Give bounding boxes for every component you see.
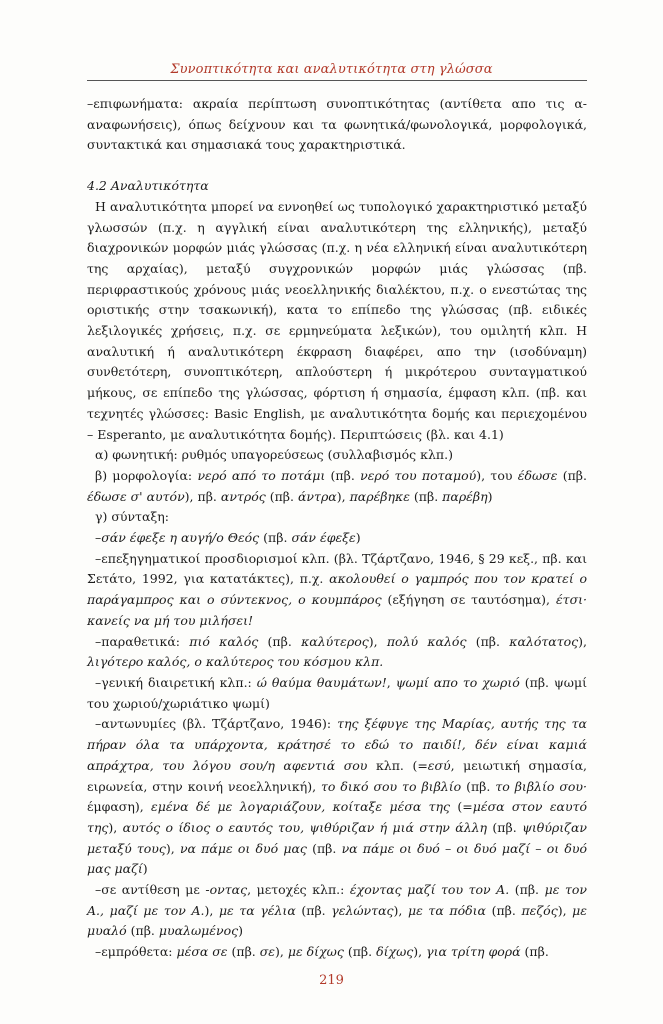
paragraph-analyticity: Η αναλυτικότητα μπορεί να εννοηθεί ως τυπολογικό χαρακτηριστικό μεταξύ γλωσσών (π.χ. η αγγλική είναι αναλυτικότερη της ελληνικής), μεταξύ διαχρονικών μορφών μιάς γλώσσας (π.χ. η νέα ελληνική είναι αναλυτικότερη της αρχαίας), μεταξύ συγχρονικών μορφών μιάς γλώσσας (πβ. περιφραστικούς χρόνους μιάς νεοελληνικής διαλέκτου, π.χ. ο ενεστώτας της οριστικής στην τσακωνική), κατα το επίπεδο της γλώσσας (πβ. ειδικές λεξιλογικές χρήσεις, π.χ. σε ερμηνεύματα λεξικών), του ομιλητή κλπ. Η αναλυτική ή αναλυτικότερη έκφραση διαφέρει, απο την (ισοδύναμη) συνθετότερη, συνοπτικότερη, απλούστερη ή μικρότερου συνταγματικού μήκους, σε επίπεδο της γλώσσας, φόρτιση ή σημασία, έμφαση κλπ. (πβ. και τεχνητές γλώσσες: Basic English, με αναλυτικότητα δομής και περιεχομένου – Esperanto, με αναλυτικότητα δομής). Περιπτώσεις (βλ. και 4.1) xyxy=(87,198,587,442)
example-text: πιό καλός xyxy=(189,633,259,649)
syntax-subitem-temporal xyxy=(87,528,587,549)
page-number: 219 xyxy=(319,973,344,988)
syntax-subitem-comparatives xyxy=(87,632,587,673)
example-text: να πάμε οι δυό μας xyxy=(179,840,307,856)
example-text: ακολουθεί ο γαμπρός που τον κρατεί ο παράγαμπρος και ο σύντεκνος, ο κουμπάρος xyxy=(87,571,587,608)
text-span: (πβ. ψωμί του χωριού/χωριάτικο ψωμί) xyxy=(87,674,587,711)
example-text: λιγότερο καλός, ο καλύτερος του κόσμου κλπ. xyxy=(87,654,384,670)
paragraph-interjections: –επιφωνήματα: ακραία περίπτωση συνοπτικότητας (αντίθετα απο τις α-αναφωνήσεις), όπως δείχνουν και τα φωνητικά/φωνολογικά, μορφολογικά, συντακτικά και σημασιακά τους χαρακτηριστικά. xyxy=(87,96,587,153)
text-span: (πβ. xyxy=(259,530,292,546)
syntax-subitem-partitive xyxy=(87,673,587,714)
text-span: ), xyxy=(275,944,288,960)
text-span: (πβ. xyxy=(520,944,549,960)
example-text: με δίχως xyxy=(287,944,344,960)
text-span: (πβ. xyxy=(227,944,260,960)
text-span: (πβ. xyxy=(461,778,496,794)
header-rule xyxy=(87,80,587,81)
text-span: ), xyxy=(557,902,573,918)
text-span: ), xyxy=(413,944,427,960)
example-text: αντρός xyxy=(220,488,266,504)
text-span: (εξήγηση σε ταυτόσημα), xyxy=(381,592,556,608)
example-text: ψωμί απο το χωριό xyxy=(395,674,520,690)
text-span: (πβ. xyxy=(325,467,361,483)
example-text: της ξέφυγε της Μαρίας, αυτής της τα πήραν όλα τα υπάρχοντα, κράτησέ το εδώ το παιδί!, δέν είναι καμιά απράχτρα, του λόγου σου/η αφεντιά σου xyxy=(87,716,587,773)
example-text: καλότατος xyxy=(509,633,579,649)
text-span: –γενική διαιρετική κλπ.: xyxy=(95,674,257,690)
text-span: ), xyxy=(336,488,350,504)
example-text: με τα πόδια xyxy=(407,902,486,918)
syntax-subitem-pronouns xyxy=(87,714,587,880)
text-span: (πβ. xyxy=(265,488,298,504)
example-text: οντας xyxy=(209,882,248,898)
text-span: β) μορφολογία: xyxy=(95,467,198,483)
example-text: γελώντας xyxy=(331,902,394,918)
text-span: (= xyxy=(450,799,473,815)
example-text: νερό του ποταμού xyxy=(360,467,477,483)
text-span: (πβ. xyxy=(466,633,510,649)
example-text: έδωσε σ' αυτόν xyxy=(87,488,185,504)
text-span: ), πβ. xyxy=(184,488,221,504)
running-header: Συνοπτικότητα και αναλυτικότητα στη γλώσσα xyxy=(170,62,493,77)
item-phonetic: α) φωνητική: ρυθμός υπαγορεύσεως (συλλαβισμός κλπ.) xyxy=(95,447,453,463)
text-span: – xyxy=(95,530,102,546)
text-span: ) xyxy=(355,530,361,546)
example-text: αυτός ο ίδιος ο εαυτός του, ψιθύριζαν ή μιά στην άλλη xyxy=(122,819,488,835)
example-text: έτσι· κανείς να μή του μιλήσει! xyxy=(87,592,587,628)
text-span: , μειωτική σημασία, ειρωνεία, στην κοινή νεοελληνική), xyxy=(87,757,587,794)
example-text: δίχως xyxy=(376,944,414,960)
example-text: με τα γέλια xyxy=(218,902,296,918)
text-span: ), xyxy=(165,840,180,856)
example-text: μέσα στον εαυτό της xyxy=(87,799,588,835)
text-span: ) xyxy=(238,923,244,939)
item-morphology xyxy=(87,466,587,507)
text-span: –εμπρόθετα: xyxy=(95,944,177,960)
example-text: καλύτερος xyxy=(301,633,369,649)
text-span: (πβ. xyxy=(409,488,443,504)
example-text: ψιθύριζαν μεταξύ τους xyxy=(87,819,587,856)
example-text: ώ θαύμα θαυμάτων! xyxy=(256,674,387,690)
text-span: ) xyxy=(487,488,493,504)
example-text: το δικό σου το βιβλίο xyxy=(321,778,462,794)
text-span: (πβ. xyxy=(487,819,523,835)
example-text: έχοντας μαζί του τον Α. xyxy=(349,882,510,898)
main-text xyxy=(87,92,587,963)
example-text: παρέβηκε xyxy=(349,488,410,504)
example-text: με τον Α., μαζί με τον Α. xyxy=(87,882,587,918)
text-span: (πβ. xyxy=(295,902,332,918)
example-text: μέσα σε xyxy=(176,944,228,960)
example-text: έδωσε xyxy=(517,467,558,483)
text-span: –σε αντίθεση με - xyxy=(95,882,210,898)
text-span: (πβ. xyxy=(485,902,522,918)
text-span: κλπ. (= xyxy=(367,757,428,773)
example-text: πεζός xyxy=(521,902,558,918)
example-text: μυαλωμένος xyxy=(158,923,239,939)
text-span: ), του xyxy=(476,467,518,483)
example-text: εμένα δέ με λογαριάζουν, κοίταξε μέσα της xyxy=(151,799,451,815)
text-span: ) xyxy=(142,861,148,877)
text-span: –αντωνυμίες (βλ. Τζάρτζανο, 1946): xyxy=(95,716,338,732)
text-span: (πβ. xyxy=(126,923,159,939)
text-span: (πβ. xyxy=(509,882,545,898)
example-text: το βιβλίο σου· xyxy=(495,778,587,794)
text-span: ), xyxy=(578,633,588,649)
text-span: ), xyxy=(368,633,387,649)
example-text: άντρα xyxy=(297,488,337,504)
text-span: –επεξηγηματικοί προσδιορισμοί κλπ. (βλ. Τζάρτζανο, 1946, § 29 κεξ., πβ. και Σετάτο, 1992, για κατατάκτες), π.χ. xyxy=(87,550,587,587)
text-span: έμφαση), xyxy=(87,799,152,815)
text-span: (πβ. xyxy=(557,467,587,483)
example-text: με μυαλό xyxy=(87,902,587,939)
example-text: σάν έφεξε xyxy=(291,530,356,546)
text-span: , μετοχές κλπ.: xyxy=(247,882,350,898)
example-text: σε xyxy=(259,944,276,960)
text-span: ), xyxy=(204,902,219,918)
example-text: για τρίτη φορά xyxy=(426,944,521,960)
example-text: σάν έφεξε η αυγή/ο Θεός xyxy=(101,530,260,546)
example-text: παρέβη xyxy=(442,488,488,504)
example-text: νερό από το ποτάμι xyxy=(197,467,326,483)
text-span: (πβ. xyxy=(343,944,377,960)
syntax-subitem-participles xyxy=(87,880,587,942)
example-text: να πάμε οι δυό – οι δυό μαζί – οι δυό μας μαζί xyxy=(87,840,587,877)
item-syntax: γ) σύνταξη: xyxy=(95,509,169,525)
section-heading: 4.2 Αναλυτικότητα xyxy=(87,178,209,194)
text-span: , xyxy=(386,674,396,690)
example-text: πολύ καλός xyxy=(386,633,467,649)
text-span: (πβ. xyxy=(306,840,342,856)
syntax-subitem-prepositional xyxy=(87,942,587,963)
text-span: ), xyxy=(108,819,123,835)
text-span: –παραθετικά: xyxy=(95,633,190,649)
text-span: (πβ. xyxy=(258,633,302,649)
syntax-subitem-explanatory xyxy=(87,549,587,632)
text-span: ), xyxy=(393,902,408,918)
example-text: εσύ xyxy=(427,757,451,773)
